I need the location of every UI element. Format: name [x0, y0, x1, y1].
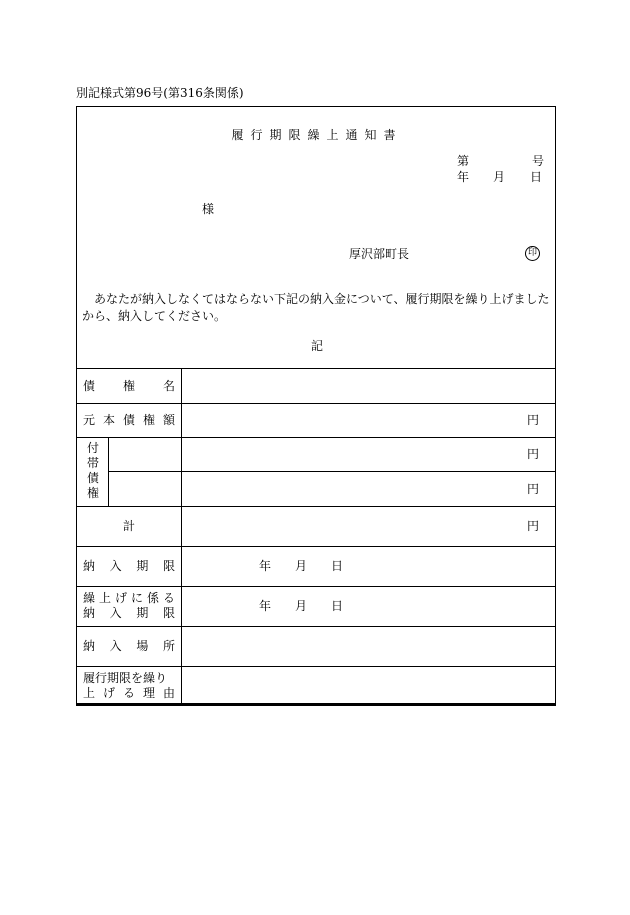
deadline-year-label: 年 — [259, 559, 272, 573]
row-divider — [77, 586, 555, 587]
deadline-month-label: 月 — [295, 559, 308, 573]
incidental-yen-unit-1: 円 — [527, 447, 540, 461]
column-divider — [181, 368, 182, 704]
issuer-name: 厚沢部町長 — [349, 247, 410, 261]
principal-yen-unit: 円 — [527, 413, 540, 427]
seal-mark: 印 — [525, 246, 540, 261]
total-label: 計 — [123, 519, 136, 533]
number-go-label: 号 — [532, 154, 545, 168]
addressee-suffix: 様 — [202, 202, 215, 216]
deadline-day-label: 日 — [331, 559, 344, 573]
advanced-year-label: 年 — [259, 599, 272, 613]
row-divider — [77, 403, 555, 404]
row-divider — [77, 506, 555, 507]
number-dai-label: 第 — [457, 154, 470, 168]
row-divider — [77, 666, 555, 667]
advanced-day-label: 日 — [331, 599, 344, 613]
incidental-claim-label: 付 帯 債 権 — [86, 441, 99, 500]
date-day-label: 日 — [530, 170, 543, 184]
form-title: 履行期限繰上通知書 — [231, 128, 403, 142]
ki-label: 記 — [310, 339, 323, 353]
body-text-line-1: あなたが納入しなくてはならない下記の納入金について、履行期限を繰り上げました — [82, 292, 550, 306]
payment-place-label: 納 入 場 所 — [83, 639, 175, 653]
notice-form — [76, 106, 556, 706]
form-reference: 別記様式第96号(第316条関係) — [76, 86, 244, 100]
row-divider — [77, 368, 555, 369]
total-yen-unit: 円 — [527, 519, 540, 533]
body-text-line-2: から、納入してください。 — [82, 309, 227, 323]
incidental-yen-unit-2: 円 — [527, 482, 540, 496]
row-divider — [77, 437, 555, 438]
advanced-month-label: 月 — [295, 599, 308, 613]
date-year-label: 年 — [457, 170, 470, 184]
principal-amount-label: 元 本 債 権 額 — [83, 413, 175, 427]
date-month-label: 月 — [493, 170, 506, 184]
row-divider — [109, 471, 555, 472]
claim-name-label: 債 権 名 — [83, 379, 175, 393]
advanced-deadline-label: 繰 上 げ に 係 る 納 入 期 限 — [83, 591, 175, 620]
advancement-reason-label: 履行期限を繰り 上 げ る 理 由 — [83, 671, 175, 700]
column-divider — [108, 437, 109, 506]
row-divider — [77, 626, 555, 627]
row-divider — [77, 546, 555, 547]
payment-deadline-label: 納 入 期 限 — [83, 559, 175, 573]
